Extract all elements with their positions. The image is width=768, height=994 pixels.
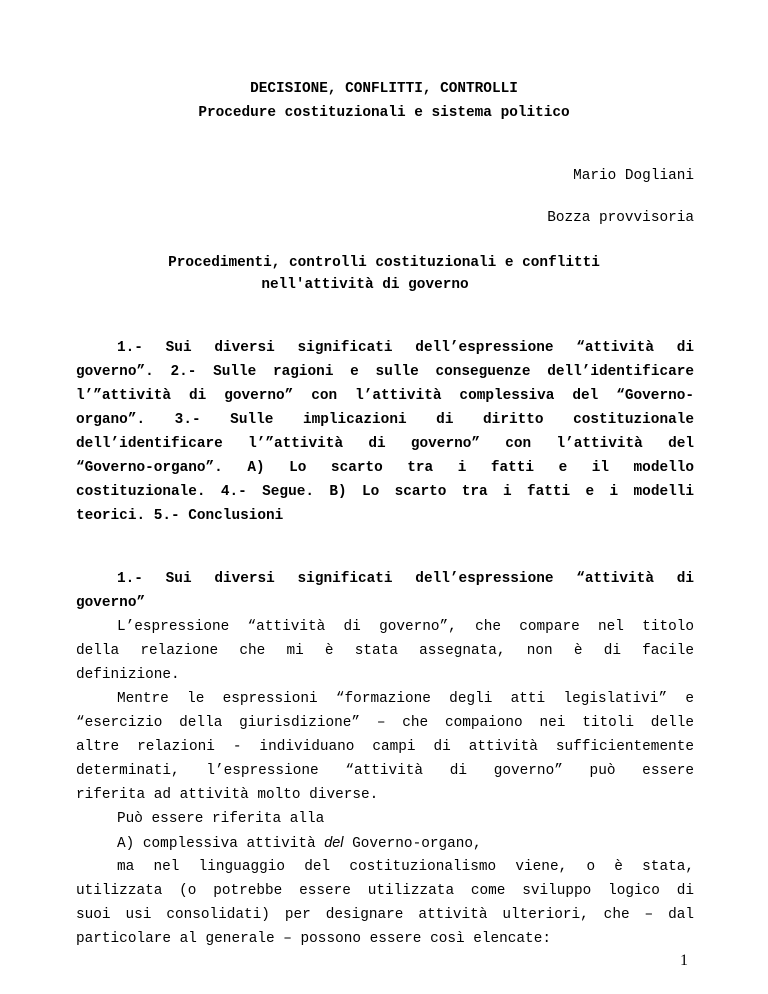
- body-line: “esercizio della giurisdizione” – che compaiono nei titoli delle: [76, 715, 694, 731]
- body-line: determinati, l’espressione “attività di governo” può essere: [76, 763, 694, 779]
- chapter-heading-line2: governo”: [76, 595, 146, 611]
- body-text-italic: del: [324, 835, 344, 851]
- body-line: riferita ad attività molto diverse.: [76, 787, 379, 803]
- chapter-heading-line1: 1.- Sui diversi significati dell’espressione “attività di: [117, 571, 694, 587]
- summary-line: 1.- Sui diversi significati dell’espressione “attività di: [117, 340, 694, 356]
- body-line: Mentre le espressioni “formazione degli atti legislativi” e: [117, 691, 694, 707]
- summary-line: costituzionale. 4.- Segue. B) Lo scarto tra i fatti e i modelli: [76, 484, 694, 500]
- draft-status: Bozza provvisoria: [547, 210, 694, 226]
- body-line: suoi usi consolidati) per designare attività ulteriori, che – dal: [76, 907, 694, 923]
- body-line: L’espressione “attività di governo”, che compare nel titolo: [117, 619, 694, 635]
- section-heading-line1: Procedimenti, controlli costituzionali e conflitti: [168, 255, 600, 271]
- document-title: DECISIONE, CONFLITTI, CONTROLLI: [250, 81, 518, 97]
- body-line: altre relazioni - individuano campi di attività sufficientemente: [76, 739, 694, 755]
- body-line: definizione.: [76, 667, 180, 683]
- body-text: A) complessiva attività: [117, 836, 325, 852]
- body-text: Governo-organo,: [343, 836, 482, 852]
- body-line: [117, 835, 482, 852]
- body-line: della relazione che mi è stata assegnata, non è di facile: [76, 643, 694, 659]
- page-number: 1: [680, 952, 688, 969]
- body-line: particolare al generale – possono essere così elencate:: [76, 931, 551, 947]
- summary-line: l’”attività di governo” con l’attività complessiva del “Governo-: [76, 388, 694, 404]
- summary-line: organo”. 3.- Sulle implicazioni di diritto costituzionale: [76, 412, 694, 428]
- summary-line: “Governo-organo”. A) Lo scarto tra i fatti e il modello: [76, 460, 694, 476]
- summary-line: teorici. 5.- Conclusioni: [76, 508, 284, 524]
- section-heading-line2: nell'attività di governo: [261, 277, 469, 293]
- document-subtitle: Procedure costituzionali e sistema politico: [198, 105, 570, 121]
- body-line: ma nel linguaggio del costituzionalismo viene, o è stata,: [117, 859, 694, 875]
- summary-line: dell’identificare l’”attività di governo” con l’attività del: [76, 436, 694, 452]
- summary-line: governo”. 2.- Sulle ragioni e sulle conseguenze dell’identificare: [76, 364, 694, 380]
- body-line: utilizzata (o potrebbe essere utilizzata come sviluppo logico di: [76, 883, 694, 899]
- body-line: Può essere riferita alla: [117, 811, 325, 827]
- author-name: Mario Dogliani: [573, 168, 694, 184]
